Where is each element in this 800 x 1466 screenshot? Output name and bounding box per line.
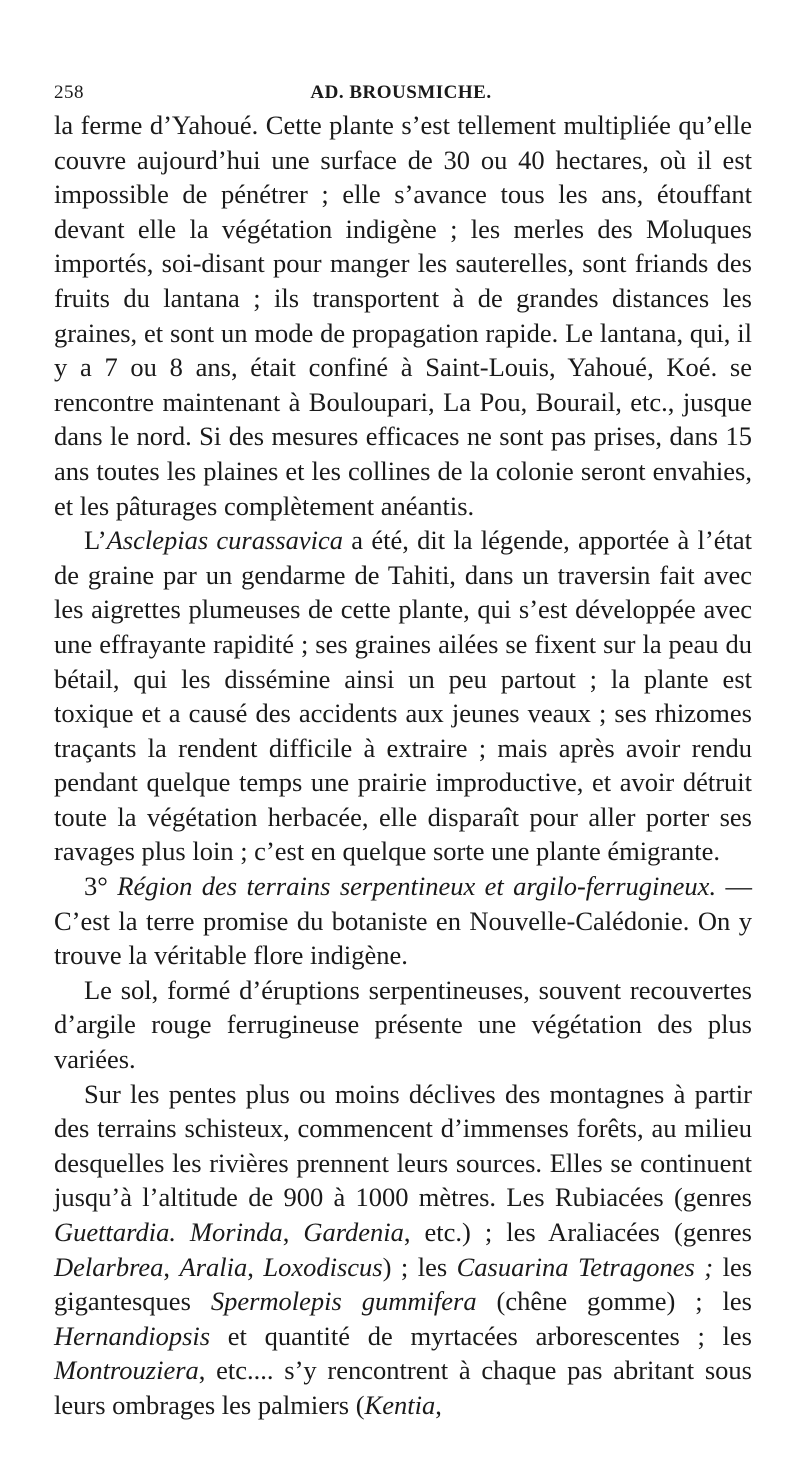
text-run: ) ; les	[382, 1251, 457, 1282]
text-run: les gigantesques	[54, 1251, 753, 1317]
italic-text-run: Casuarina Tetragones ;	[456, 1251, 714, 1282]
text-run: a été, dit la légende, apportée à l’état de graine par un gendarme de Tahiti, dans un traversin fait avec les aigrettes plumeuses de cette plante, qui s’est développée avec une effrayante rapidité ; ses graines ailées se fixent sur la peau du bétail, qui les dissémine ainsi un peu partout ; la plante est toxique et a causé des accidents aux jeunes veaux ; ses rhizomes traçants la rendent difficile à extraire ; mais après avoir rendu pendant quelque temps une prairie improductive, et avoir détruit toute la végétation herbacée, elle disparaît pour aller porter ses ravages plus loin ; c’est en quelque sorte une plante émigrante.	[54, 525, 752, 867]
text-run: Le sol, formé d’éruptions serpentineuses, souvent recouvertes d’argile rouge ferrugineuse présente une végétation des plus variées.	[54, 974, 752, 1075]
running-title: AD. BROUSMICHE.	[310, 82, 492, 103]
text-run: , etc.) ; les Araliacées (genres	[403, 1217, 752, 1247]
italic-text-run: Kentia	[364, 1389, 436, 1420]
text-run: ,	[163, 1251, 180, 1282]
text-run: ,	[282, 1217, 304, 1247]
italic-text-run: Aralia	[179, 1251, 248, 1282]
italic-text-run: Loxodiscus	[263, 1251, 383, 1282]
italic-text-run: Gardenia	[303, 1217, 404, 1247]
text-run: ,	[435, 1389, 442, 1420]
paragraph-lantana	[54, 108, 752, 523]
text-run: Sur les pentes plus ou moins déclives des montagnes à partir des terrains schisteux, commencent d’immenses forêts, au milieu desquelles les rivières prennent leurs sources. Elles se continuent jusqu’à l’altitude de 900 à 1000 mètres. Les Rubiacées (genres	[54, 1078, 752, 1213]
italic-text-run: Hernandiopsis	[54, 1320, 211, 1351]
text-run: et quantité de myrtacées arborescentes ; les	[210, 1320, 752, 1351]
italic-text-run: Spermolepis gummifera	[210, 1286, 477, 1317]
italic-text-run: Asclepias curassavica	[106, 525, 344, 556]
paragraph-region-heading	[54, 869, 752, 973]
text-run: (chêne gomme) ; les	[476, 1286, 752, 1317]
text-run: ,	[247, 1251, 264, 1282]
italic-text-run: Guettardia. Morinda	[54, 1217, 283, 1247]
text-run: L’	[84, 525, 107, 556]
italic-text-run: Delarbrea	[54, 1251, 164, 1282]
text-run: , etc.... s’y rencontrent à chaque pas abritant sous leurs ombrages les palmiers (	[54, 1355, 752, 1420]
body-text	[54, 108, 752, 1423]
text-run: 3°	[84, 871, 118, 902]
paragraph-asclepias	[54, 523, 752, 869]
italic-text-run: Région des terrains serpentineux et argilo-ferrugineux.	[117, 871, 717, 902]
paragraph-forests	[54, 1077, 752, 1423]
text-run: la ferme d’Yahoué. Cette plante s’est tellement multipliée qu’elle couvre aujourd’hui une surface de 30 ou 40 hectares, où il est impossible de pénétrer ; elle s’avance tous les ans, étouffant devant elle la végétation indigène ; les merles des Moluques importés, soi-disant pour manger les sauterelles, sont friands des fruits du lantana ; ils transportent à de grandes distances les graines, et sont un mode de propagation rapide. Le lantana, qui, il y a 7 ou 8 ans, était confiné à Saint-Louis, Yahoué, Koé. se rencontre maintenant à Bouloupari, La Pou, Bourail, etc., jusque dans le nord. Si des mesures efficaces ne sont pas prises, dans 15 ans toutes les plaines et les collines de la colonie seront envahies, et les pâturages complètement anéantis.	[54, 110, 752, 521]
italic-text-run: Montrouziera	[54, 1355, 199, 1386]
paragraph-soil	[54, 973, 752, 1077]
page-number: 258	[54, 82, 84, 103]
text-run: — C’est la terre promise du botaniste en Nouvelle-Calédonie. On y trouve la véritable flore indigène.	[54, 871, 752, 971]
